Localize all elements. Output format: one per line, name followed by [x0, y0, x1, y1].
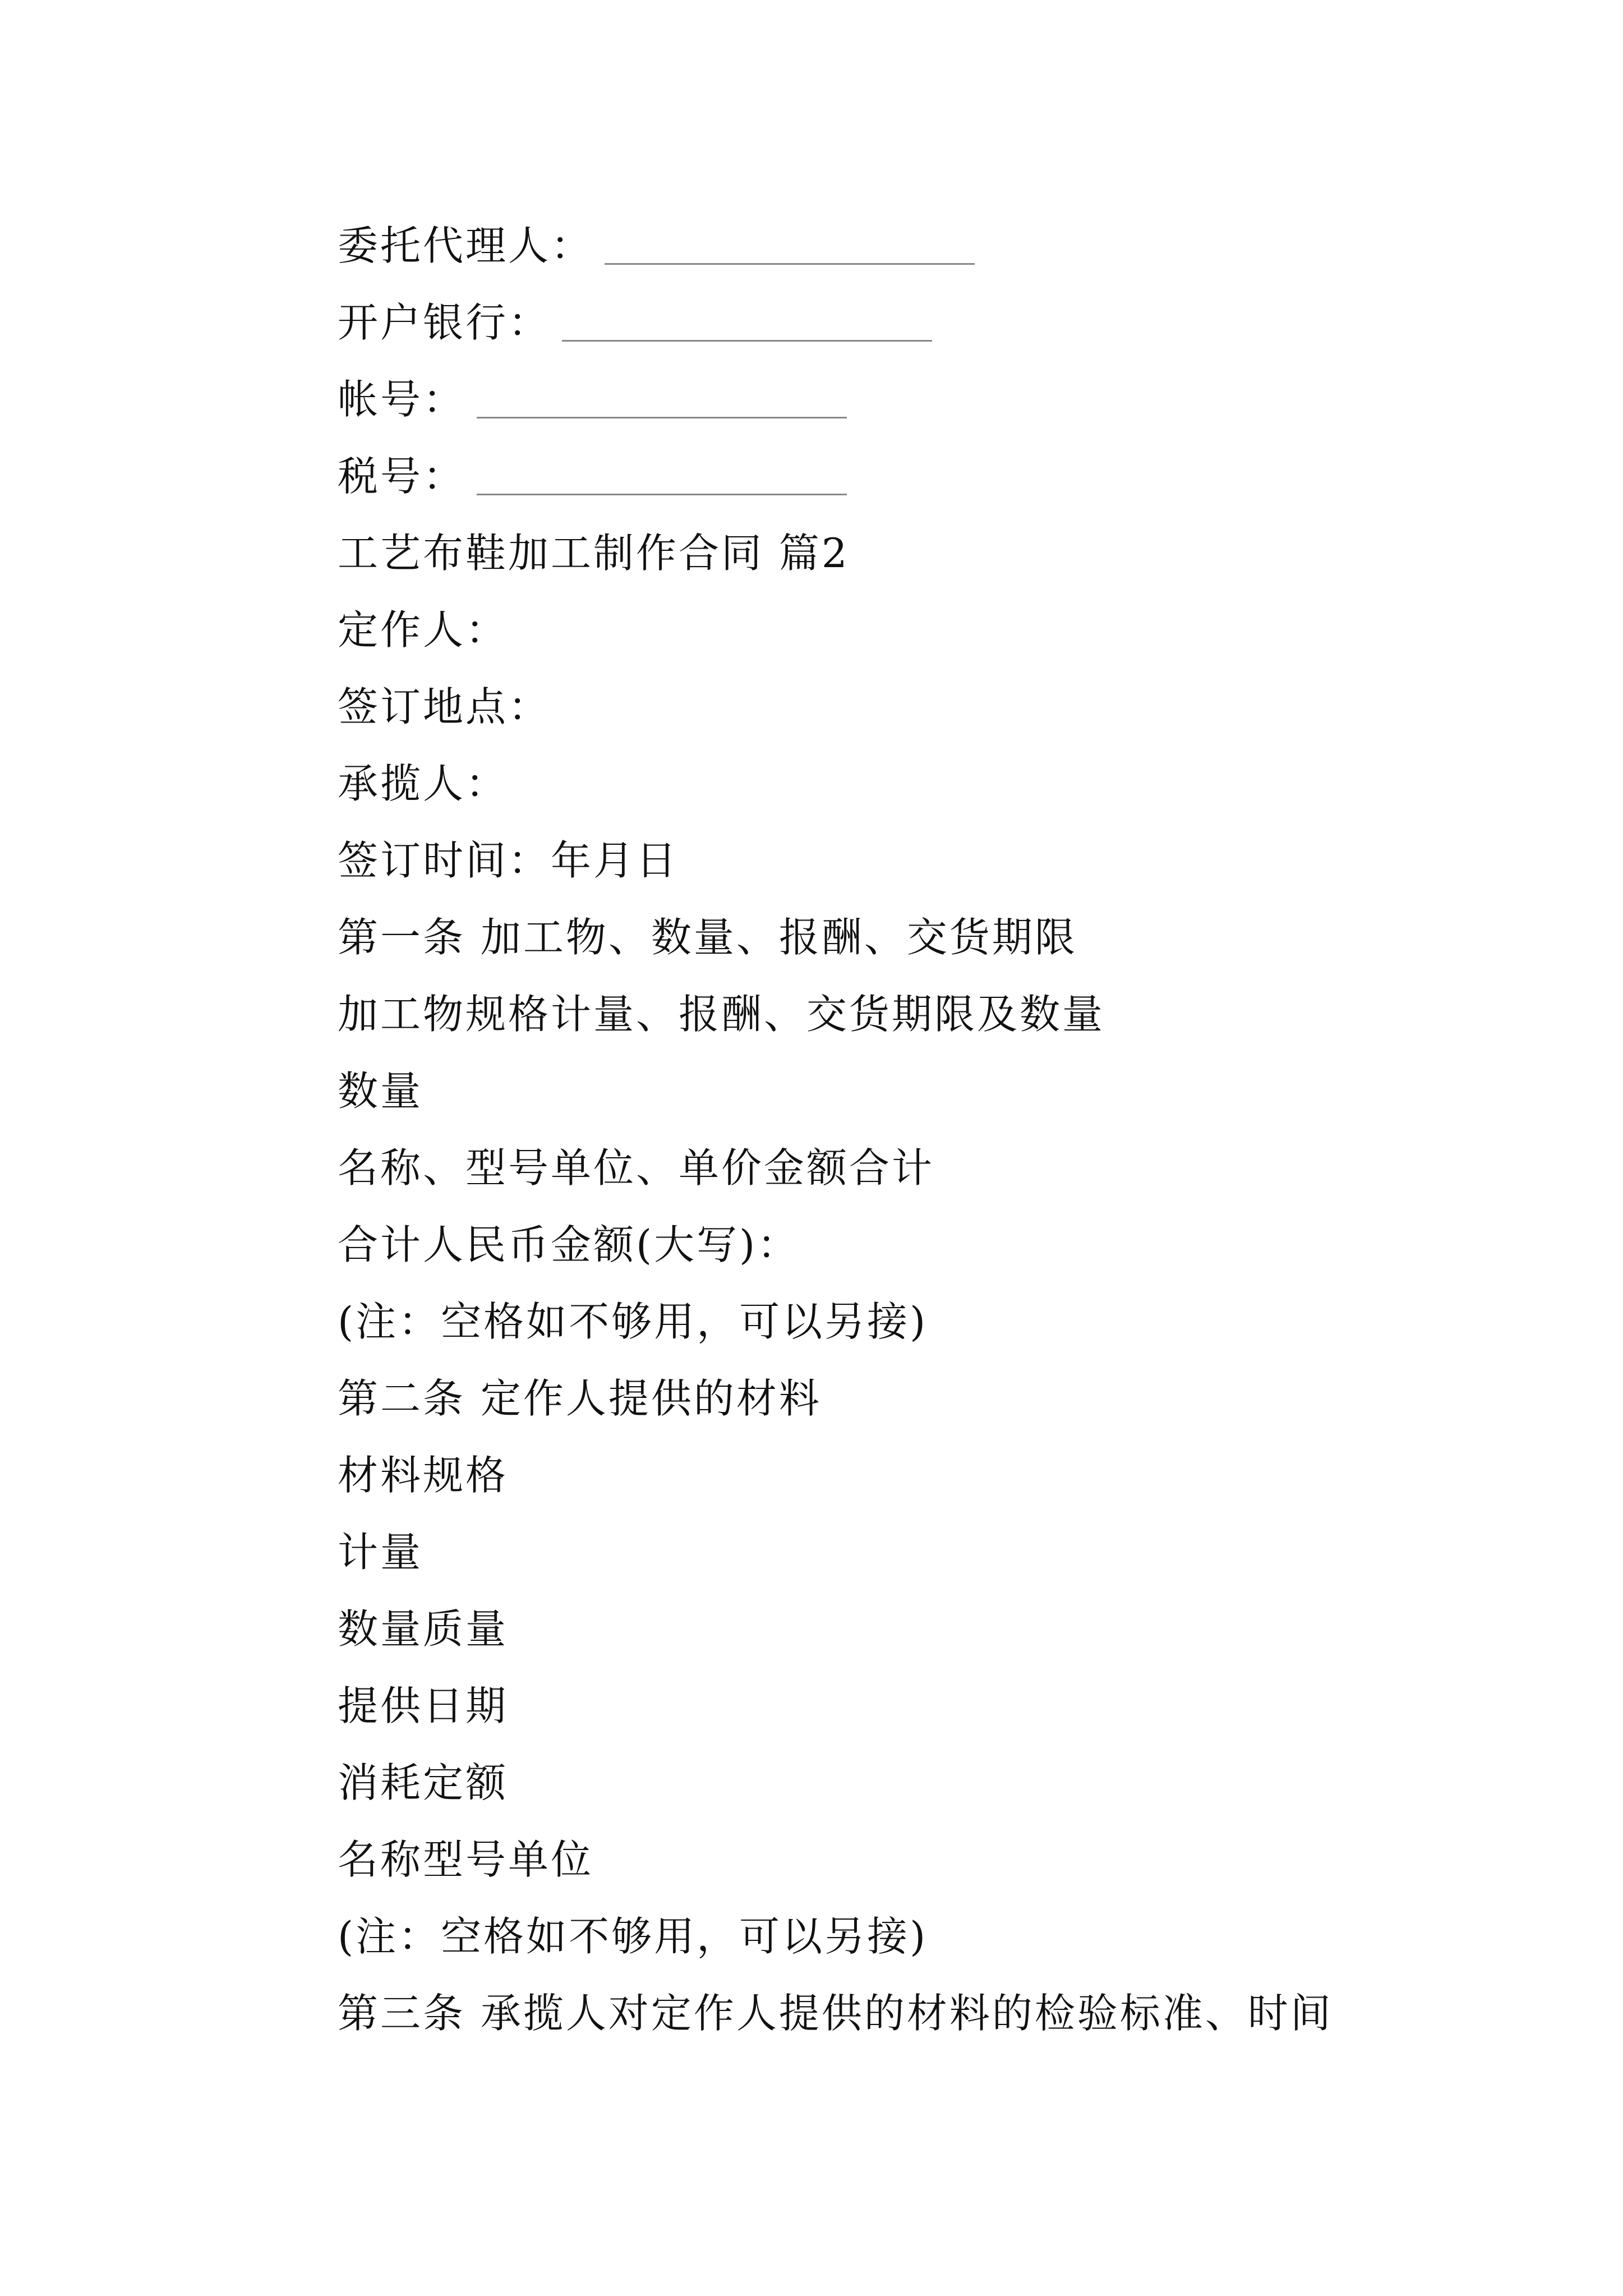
blank-line	[562, 339, 932, 342]
text-line: 定作人：	[338, 606, 509, 654]
article-heading: 第二条 定作人提供的材料	[338, 1375, 822, 1422]
note-line: (注：空格如不够用，可以另接)	[338, 1913, 928, 1960]
text-line: 承揽人：	[338, 760, 509, 807]
field-tax-number	[338, 438, 1459, 515]
text-line: 签订地点：	[338, 683, 551, 730]
text-line: 合计人民币金额(大写)：	[338, 1221, 800, 1268]
field-label: 帐号：	[338, 376, 466, 423]
blank-line	[477, 416, 847, 418]
field-label: 委托代理人：	[338, 222, 594, 269]
text-line: 名称型号单位	[338, 1836, 594, 1883]
note-line: (注：空格如不够用，可以另接)	[338, 1298, 928, 1345]
text-line: 签订时间：年月日	[338, 837, 679, 884]
field-label: 开户银行：	[338, 299, 551, 346]
text-line: 加工物规格计量、报酬、交货期限及数量	[338, 991, 1105, 1038]
field-label: 税号：	[338, 453, 466, 500]
text-line: 提供日期	[338, 1682, 509, 1729]
field-agent	[338, 208, 1459, 284]
text-line: 数量	[338, 1068, 423, 1115]
document-body	[338, 208, 1459, 2052]
blank-line	[605, 262, 975, 265]
article-heading: 第一条 加工物、数量、报酬、交货期限	[338, 914, 1077, 961]
article-heading: 第三条 承揽人对定作人提供的材料的检验标准、时间	[338, 1990, 1333, 2037]
text-line: 数量质量	[338, 1605, 509, 1653]
blank-line	[477, 493, 847, 495]
text-line: 名称、型号单位、单价金额合计	[338, 1144, 935, 1191]
field-account	[338, 361, 1459, 438]
text-line: 消耗定额	[338, 1759, 509, 1806]
section-title: 工艺布鞋加工制作合同 篇2	[338, 530, 850, 577]
field-bank	[338, 284, 1459, 361]
text-line: 计量	[338, 1529, 423, 1576]
text-line: 材料规格	[338, 1452, 509, 1499]
